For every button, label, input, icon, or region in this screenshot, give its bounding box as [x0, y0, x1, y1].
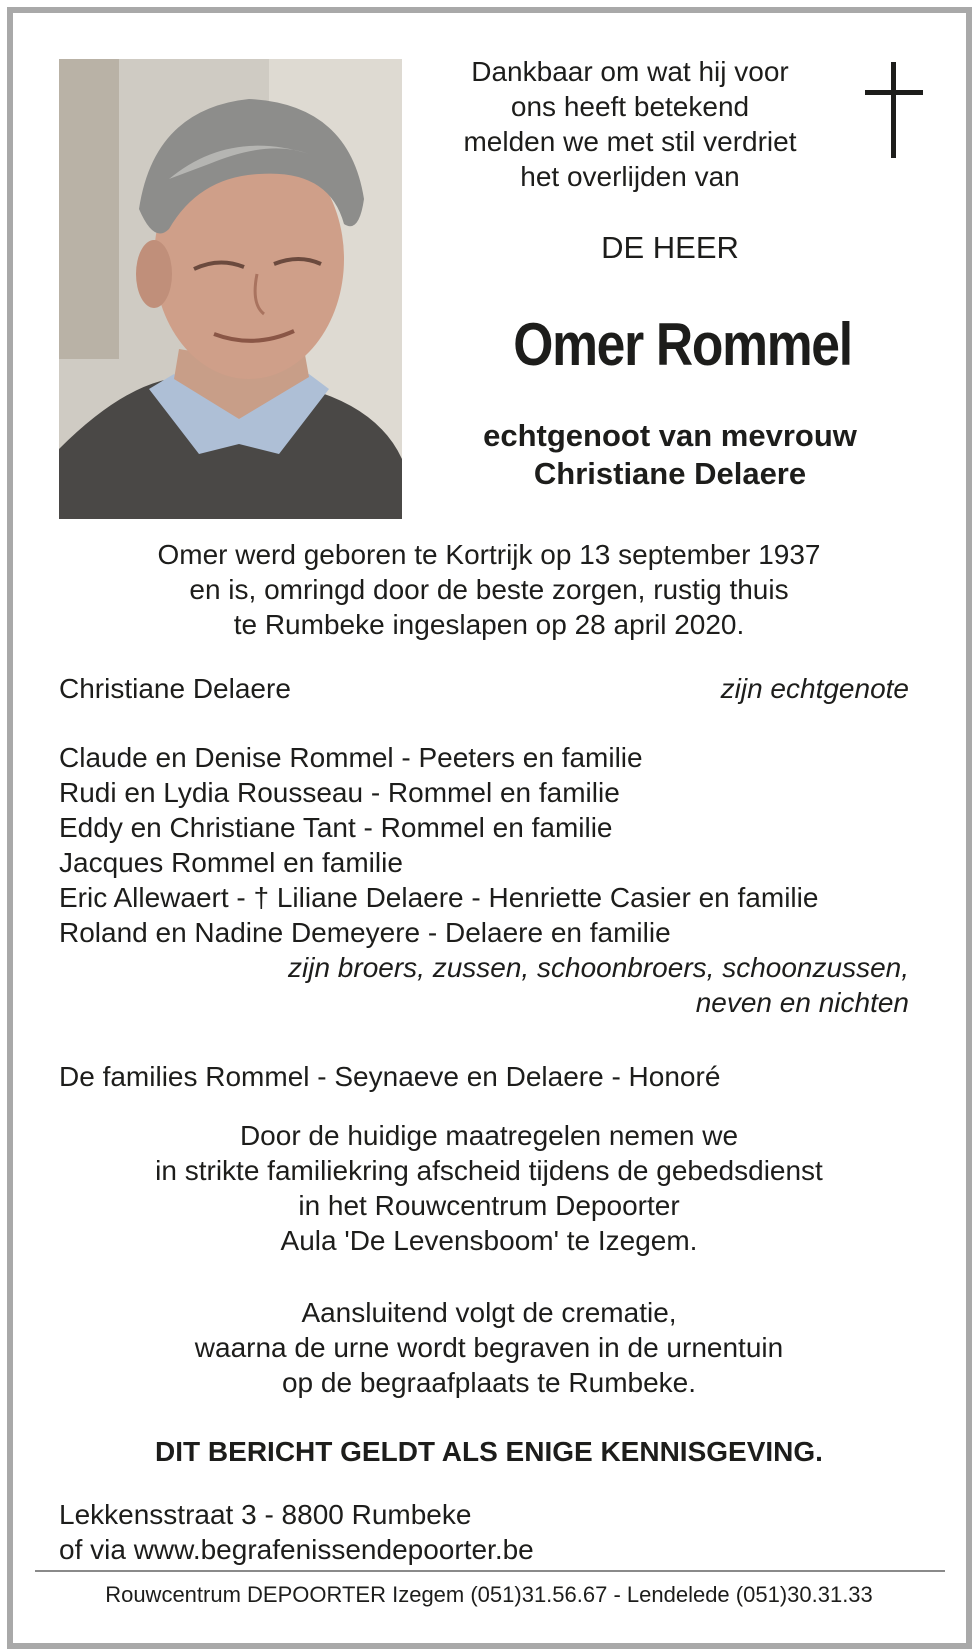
portrait-photo [59, 59, 402, 519]
ceremony-text [59, 1118, 919, 1258]
born-line: Omer werd geboren te Kortrijk op 13 september 1937 [157, 539, 821, 570]
address-line: Lekkensstraat 3 - 8800 Rumbeke [59, 1499, 472, 1530]
birth-death-text [59, 537, 919, 642]
spouse-row [59, 671, 909, 706]
ceremony-line: Door de huidige maatregelen nemen we [239, 1120, 739, 1151]
footer-divider [35, 1570, 945, 1572]
spouse-heading [430, 417, 910, 493]
family-line: Eric Allewaert - † Liliane Delaere - Henriette Casier en familie [59, 882, 819, 913]
family-line: Rudi en Lydia Rousseau - Rommel en familie [59, 777, 620, 808]
families-row [59, 1059, 909, 1094]
notice-text: DIT BERICHT GELDT ALS ENIGE KENNISGEVING. [155, 1436, 823, 1467]
family-line: Eddy en Christiane Tant - Rommel en familie [59, 812, 613, 843]
address-line: of via www.begrafenissendepoorter.be [59, 1534, 534, 1565]
cremation-line: Aansluitend volgt de crematie, [301, 1297, 677, 1328]
cremation-line: waarna de urne wordt begraven in de urnentuin [194, 1332, 784, 1363]
intro-line: Dankbaar om wat hij voor [471, 56, 789, 87]
intro-text [420, 54, 840, 194]
family-list [59, 740, 909, 950]
cross-icon [865, 62, 923, 158]
relation-line: zijn broers, zussen, schoonbroers, schoonzussen, [288, 952, 909, 983]
born-line: te Rumbeke ingeslapen op 28 april 2020. [233, 609, 745, 640]
born-line: en is, omringd door de beste zorgen, rustig thuis [189, 574, 789, 605]
ceremony-line: in strikte familiekring afscheid tijdens de gebedsdienst [155, 1155, 823, 1186]
families-text: De families Rommel - Seynaeve en Delaere - Honoré [59, 1061, 721, 1092]
spouse-row-relation: zijn echtgenote [720, 673, 909, 704]
family-line: Jacques Rommel en familie [59, 847, 403, 878]
spouse-row-name: Christiane Delaere [59, 673, 291, 704]
honorific-title: DE HEER [601, 230, 739, 265]
footer-text: Rouwcentrum DEPOORTER Izegem (051)31.56.67 - Lendelede (051)30.31.33 [105, 1582, 873, 1607]
deceased-name: Omer Rommel [513, 311, 852, 378]
intro-line: ons heeft betekend [510, 91, 750, 122]
portrait-illustration [59, 59, 402, 519]
intro-line: het overlijden van [520, 161, 740, 192]
spouse-line: Christiane Delaere [533, 456, 807, 491]
ceremony-line: Aula 'De Levensboom' te Izegem. [280, 1225, 698, 1256]
family-line: Claude en Denise Rommel - Peeters en familie [59, 742, 643, 773]
family-line: Roland en Nadine Demeyere - Delaere en familie [59, 917, 671, 948]
address-block [59, 1497, 534, 1567]
ceremony-line: in het Rouwcentrum Depoorter [298, 1190, 680, 1221]
relation-line: neven en nichten [695, 987, 909, 1018]
cremation-text [59, 1295, 919, 1400]
intro-line: melden we met stil verdriet [463, 126, 797, 157]
family-relation [59, 950, 909, 1020]
cremation-line: op de begraafplaats te Rumbeke. [281, 1367, 697, 1398]
spouse-line: echtgenoot van mevrouw [483, 418, 857, 453]
